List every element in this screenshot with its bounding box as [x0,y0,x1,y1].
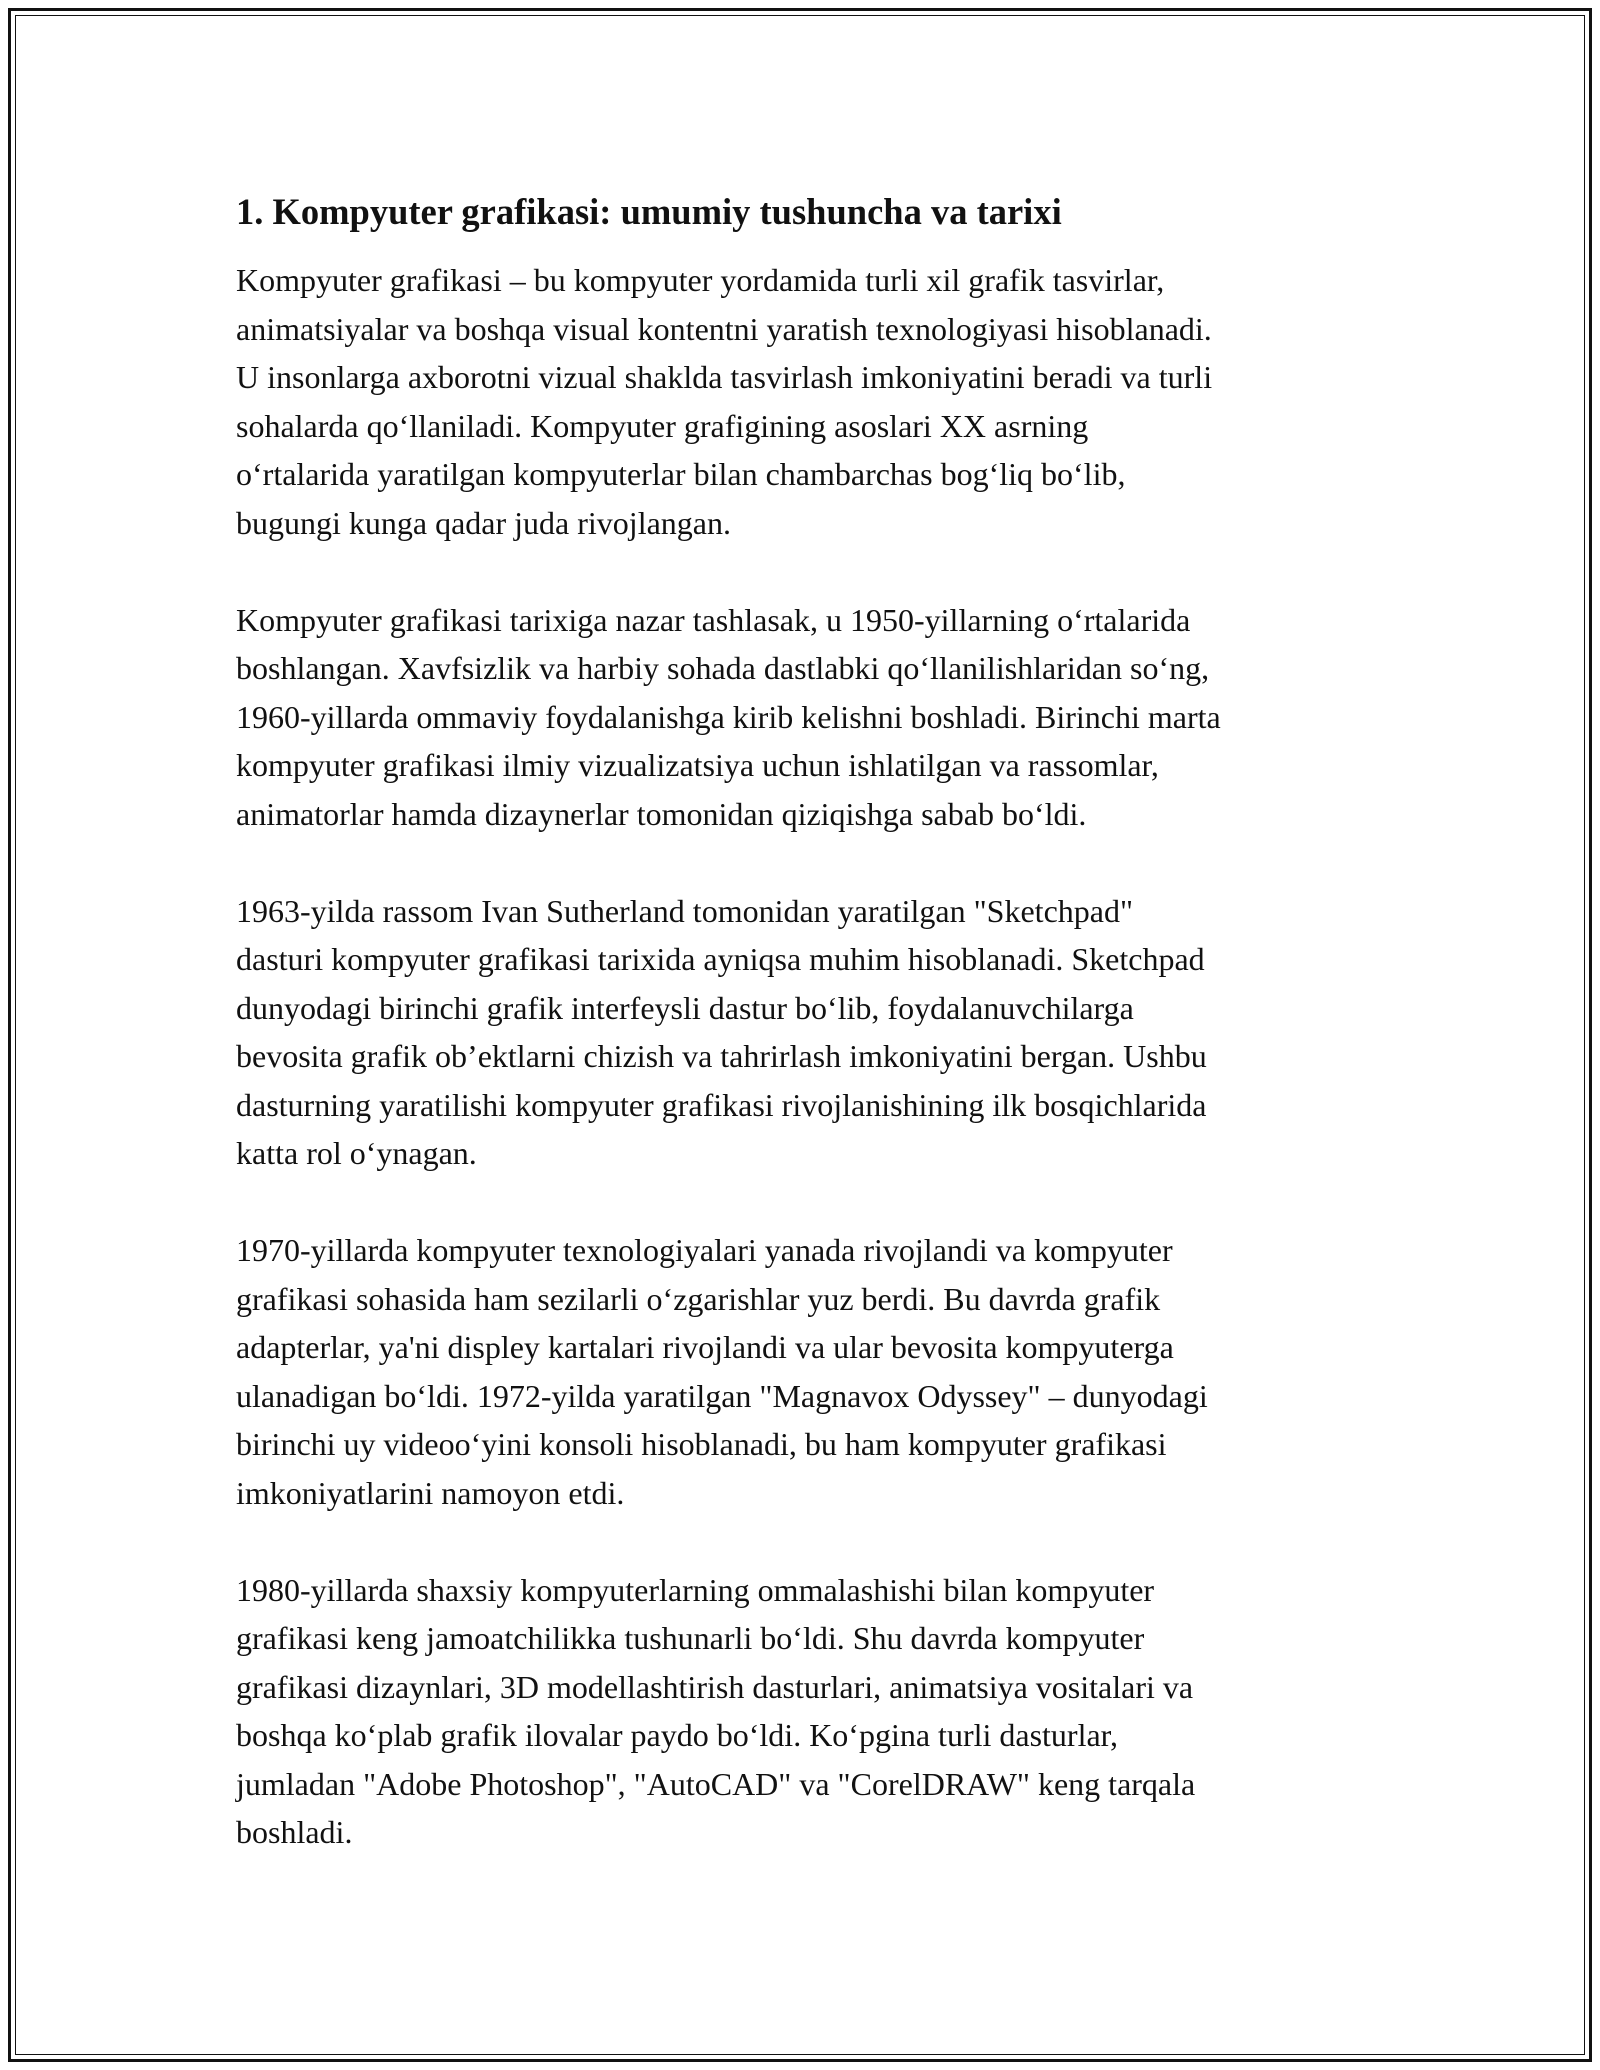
paragraph-line: bugungi kunga qadar juda rivojlangan. [236,504,731,541]
paragraph-line: imkoniyatlarini namoyon etdi. [236,1474,625,1511]
paragraph-line: U insonlarga axborotni vizual shaklda tasvirlash imkoniyatini beradi va turli [236,359,1213,395]
paragraph-line: dasturning yaratilishi kompyuter grafikasi rivojlanishining ilk bosqichlarida [236,1086,1207,1123]
paragraph-line: animatorlar hamda dizaynerlar tomonidan qiziqishga sabab bo‘ldi. [236,795,1087,832]
paragraph-line: dunyodagi birinchi grafik interfeysli dastur bo‘lib, foydalanuvchilarga [236,989,1134,1026]
paragraph-line: katta rol o‘ynagan. [236,1135,477,1171]
paragraph-1 [236,256,1386,547]
paragraph-line: kompyuter grafikasi ilmiy vizualizatsiya uchun ishlatilgan va rassomlar, [236,747,1159,783]
paragraph-line: birinchi uy videoo‘yini konsoli hisoblanadi, bu ham kompyuter grafikasi [236,1426,1167,1462]
paragraph-line: 1970-yillarda kompyuter texnologiyalari yanada rivojlandi va kompyuter [236,1232,1173,1268]
paragraph-line: grafikasi sohasida ham sezilarli o‘zgarishlar yuz berdi. Bu davrda grafik [236,1280,1161,1317]
paragraph-line: 1963-yilda rassom Ivan Sutherland tomonidan yaratilgan "Sketchpad" [236,892,1134,929]
paragraph-line: animatsiyalar va boshqa visual kontentni yaratish texnologiyasi hisoblanadi. [236,310,1212,347]
paragraph-line: grafikasi dizaynlari, 3D modellashtirish dasturlari, animatsiya vositalari va [236,1668,1194,1705]
paragraph-line: o‘rtalarida yaratilgan kompyuterlar bilan chambarchas bog‘liq bo‘lib, [236,456,1126,492]
paragraph-5 [236,1566,1386,1857]
paragraph-line: 1980-yillarda shaxsiy kompyuterlarning ommalashishi bilan kompyuter [236,1571,1155,1608]
paragraph-line: adapterlar, ya'ni displey kartalari rivojlandi va ular bevosita kompyuterga [236,1329,1174,1365]
paragraph-line: dasturi kompyuter grafikasi tarixida ayniqsa muhim hisoblanadi. Sketchpad [236,941,1205,977]
paragraph-line: grafikasi keng jamoatchilikka tushunarli bo‘ldi. Shu davrda kompyuter [236,1620,1145,1656]
paragraph-line: ulanadigan bo‘ldi. 1972-yilda yaratilgan "Magnavox Odyssey" – dunyodagi [236,1377,1208,1414]
paragraph-line: boshqa ko‘plab grafik ilovalar paydo bo‘ldi. Ko‘pgina turli dasturlar, [236,1717,1119,1753]
paragraph-line: boshlangan. Xavfsizlik va harbiy sohada dastlabki qo‘llanilishlaridan so‘ng, [236,650,1210,686]
paragraph-line: bevosita grafik ob’ektlarni chizish va tahrirlash imkoniyatini bergan. Ushbu [236,1038,1207,1074]
paragraph-line: sohalarda qo‘llaniladi. Kompyuter grafigining asoslari XX asrning [236,407,1089,444]
paragraph-line: Kompyuter grafikasi tarixiga nazar tashlasak, u 1950-yillarning o‘rtalarida [236,601,1191,638]
paragraph-2 [236,596,1386,839]
paragraph-line: 1960-yillarda ommaviy foydalanishga kirib kelishni boshladi. Birinchi marta [236,698,1221,735]
paragraph-line: boshladi. [236,1814,353,1850]
document-body [236,186,1386,1905]
paragraph-4 [236,1226,1386,1517]
paragraph-3 [236,887,1386,1178]
section-heading: 1. Kompyuter grafikasi: umumiy tushuncha va tarixi [236,191,1062,232]
paragraph-line: jumladan "Adobe Photoshop", "AutoCAD" va "CorelDRAW" keng tarqala [236,1765,1196,1802]
paragraph-line: Kompyuter grafikasi – bu kompyuter yordamida turli xil grafik tasvirlar, [236,262,1165,298]
